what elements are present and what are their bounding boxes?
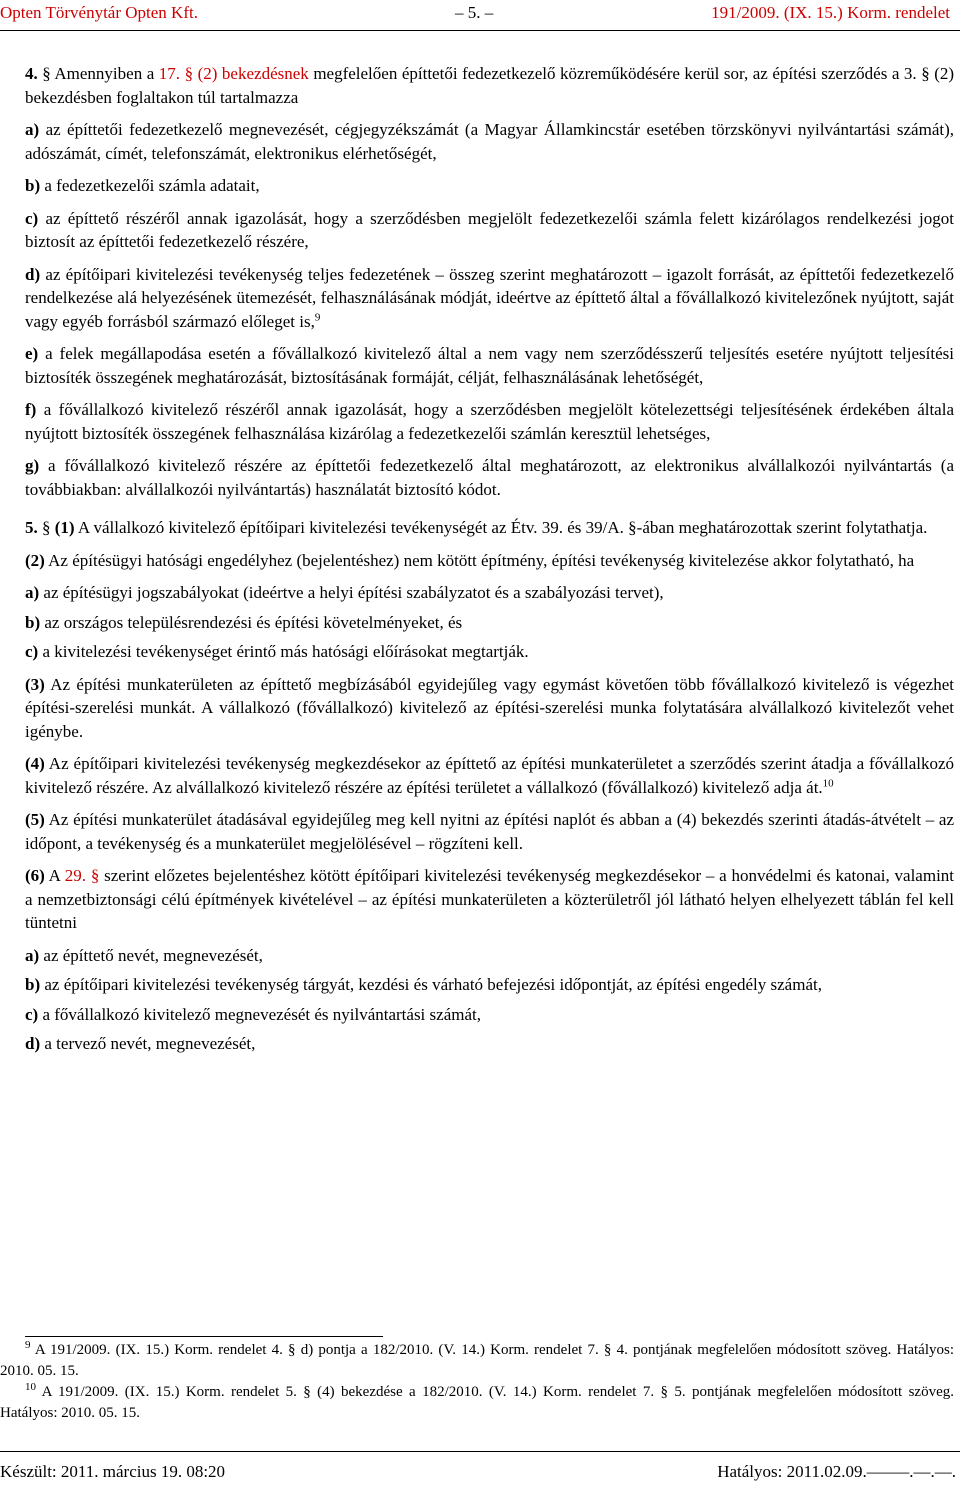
section-4-item-d xyxy=(25,263,954,334)
item-label: c) xyxy=(25,1004,39,1024)
section-4-intro xyxy=(25,62,954,109)
section-5-paragraph-4 xyxy=(25,752,954,799)
item-label: a) xyxy=(25,120,40,139)
section-4-item-f xyxy=(25,398,954,445)
paragraph-label: (5) xyxy=(25,810,45,829)
paragraph-text: Az építési munkaterületen az építtető megbízásából egyidejűleg vagy egymást követően több fővállalkozó kivitelező is végezhet építési-szerelési munkát. A vállalkozó (fővállalkozó) kivitelező az építési-szerelési munka folytatására alvállalkozó kivitelezőt vehet igénybe. xyxy=(25,674,954,741)
item-label: b) xyxy=(25,612,41,632)
item-text: az építőipari kivitelezési tevékenység teljes fedezetének – összeg szerint meghatározott – igazolt forrását, az építtetői fedezetkezelő rendelkezése alá helyezésének ütemezését, felhasználásának módját, ideértve az építtető által a fővállalkozó kivitelezőnek nyújtott, saját vagy egyéb forrásból származó előleget is, xyxy=(25,264,954,331)
footnote-9 xyxy=(0,1340,954,1382)
section-5-p6-item-d xyxy=(25,1032,954,1056)
section-4-item-c xyxy=(25,207,954,254)
footnotes xyxy=(0,1340,954,1424)
item-text: az építésügyi jogszabályokat (ideértve a helyi építési szabályzatot és a szabályozási tervet), xyxy=(43,583,664,602)
section-4-number: 4. xyxy=(25,64,38,83)
section-4-item-e xyxy=(25,342,954,389)
section-4-item-g xyxy=(25,454,954,501)
section-4-symbol: § xyxy=(42,64,51,83)
section-5-p2-item-c xyxy=(25,640,954,664)
item-label: c) xyxy=(25,208,39,228)
section-5-p6-item-c xyxy=(25,1003,954,1027)
paragraph-label: (6) xyxy=(25,866,45,885)
section-5-p6-item-b xyxy=(25,973,954,997)
item-text: az építtetői fedezetkezelő megnevezését, cégjegyzékszámát (a Magyar Államkincstár esetében törzskönyvi nyilvántartási számát), adószámát, címét, telefonszámát, elektronikus elérhetőségét, xyxy=(25,120,955,163)
section-5-paragraph-6 xyxy=(25,864,954,935)
item-text: a tervező nevét, megnevezését, xyxy=(44,1034,256,1053)
section-4-item-b xyxy=(25,174,954,198)
footnote-divider xyxy=(25,1336,383,1337)
header-act-title-link[interactable]: 191/2009. (IX. 15.) Korm. rendelet xyxy=(711,3,950,22)
item-text: a fővállalkozó kivitelező megnevezését és nyilvántartási számát, xyxy=(42,1004,481,1024)
item-text: az építőipari kivitelezési tevékenység tárgyát, kezdési és várható befejezési időpontját, az építési engedély számát, xyxy=(44,975,822,994)
section-5-paragraph-3 xyxy=(25,673,954,744)
section-5-symbol: § xyxy=(42,518,51,537)
item-label: d) xyxy=(25,1034,41,1053)
item-label: d) xyxy=(25,264,41,284)
page-header xyxy=(0,0,960,31)
section-5-p2-item-a xyxy=(25,581,954,605)
item-text: a felek megállapodása esetén a fővállalkozó kivitelező által a nem vagy nem szerződésszerű teljesítés esetére nyújtott teljesítési biztosíték összegének meghatározását, biztosításának formáját, célját, felhasználásának lehetőségét, xyxy=(25,344,954,387)
section-5-paragraph-1 xyxy=(25,516,954,540)
footnote-10 xyxy=(0,1382,954,1424)
footer-effective-date: Hatályos: 2011.02.09.–––––.––.––. xyxy=(717,1462,956,1481)
paragraph-text: A vállalkozó kivitelező építőipari kivitelezési tevékenységét az Étv. 39. és 39/A. §-ában meghatározottak szerint folytathatja. xyxy=(77,518,928,537)
paragraph-label: (3) xyxy=(25,674,45,694)
item-text: az építtető nevét, megnevezését, xyxy=(43,945,263,965)
item-label: b) xyxy=(25,176,41,195)
item-text: az országos településrendezési és építési követelményeket, és xyxy=(44,612,463,632)
section-5-paragraph-2 xyxy=(25,549,954,573)
section-5-p6-item-a xyxy=(25,944,954,968)
section-4-item-a xyxy=(25,118,954,165)
footnote-ref-9[interactable]: 9 xyxy=(314,310,321,323)
footnote-number: 10 xyxy=(25,1381,36,1393)
paragraph-text: Az építőipari kivitelezési tevékenység megkezdésekor az építtető az építési munkaterületet a szerződés szerint átadja a fővállalkozó kivitelező részére. Az alvállalkozó kivitelező részére az építési területet a vállalkozó (fővállalkozó) kivitelező adja át. xyxy=(25,754,955,797)
header-publisher-link[interactable]: Opten Törvénytár Opten Kft. xyxy=(0,3,198,22)
paragraph-label: (1) xyxy=(54,518,75,537)
item-text: a fővállalkozó kivitelező részére az építtetői fedezetkezelő által meghatározott, az elektronikus alvállalkozói nyilvántartás (a továbbiakban: alvállalkozói nyilvántartás) használatát biztosító kódot. xyxy=(25,456,954,499)
item-label: c) xyxy=(25,642,39,661)
paragraph-text-a: A xyxy=(48,866,61,885)
section-5-number: 5. xyxy=(25,518,38,537)
item-text: a fővállalkozó kivitelező részéről annak igazolását, hogy a szerződésben megjelölt kötelezettségi teljesítésének érdekében általa nyújtott biztosíték összegének felhasználása kizárólag a fedezetkezelői számlán keresztül lehetséges, xyxy=(25,400,954,443)
footnote-number: 9 xyxy=(25,1339,31,1351)
paragraph-label: (2) xyxy=(25,550,45,570)
paragraph-text: Az építési munkaterület átadásával egyidejűleg meg kell nyitni az építési naplót és abban a (4) bekezdés szerinti átadás-átvételt – az időpont, a tevékenység és a munkaterület megjelölésével – rögzíteni kell. xyxy=(25,810,954,853)
item-label: a) xyxy=(25,945,40,965)
footnote-text: A 191/2009. (IX. 15.) Korm. rendelet 5. § (4) bekezdése a 182/2010. (V. 14.) Korm. rendelet 7. § 5. pontjának megfelelően módosított szöveg. Hatályos: 2010. 05. 15. xyxy=(0,1384,954,1421)
section-4-intro-text-b: megfelelően építtetői fedezetkezelő közreműködésére kerül sor, az építési szerződés a 3. § (2) bekezdésben foglaltakon túl tartalmazza xyxy=(25,64,955,107)
section-5-p2-item-b xyxy=(25,611,954,635)
section-5-paragraph-5 xyxy=(25,808,954,855)
section-29-reference-link[interactable]: 29. § xyxy=(64,866,100,885)
section-4-intro-text-a: Amennyiben a xyxy=(54,64,155,83)
item-label: g) xyxy=(25,456,40,475)
item-text: a fedezetkezelői számla adatait, xyxy=(44,176,260,195)
item-text: a kivitelezési tevékenységet érintő más hatósági előírásokat megtartják. xyxy=(42,642,529,661)
item-label: b) xyxy=(25,975,41,994)
footnote-ref-10[interactable]: 10 xyxy=(822,776,834,789)
section-17-reference-link[interactable]: 17. § (2) bekezdésnek xyxy=(158,64,309,83)
paragraph-text-b: szerint előzetes bejelentéshez kötött építőipari kivitelezési tevékenység megkezdésekor – a honvédelmi és katonai, valamint a nemzetbiztonsági célú építmények kivételével – az építési munkaterületen a közterületről jól látható helyen elhelyezett táblán fel kell tüntetni xyxy=(25,866,955,932)
document-body xyxy=(25,62,954,1062)
paragraph-text: Az építésügyi hatósági engedélyhez (bejelentéshez) nem kötött építmény, építési tevékenység kivitelezése akkor folytatható, ha xyxy=(48,550,915,570)
page-footer xyxy=(0,1451,960,1485)
paragraph-label: (4) xyxy=(25,754,45,773)
item-label: e) xyxy=(25,344,39,363)
footer-generated-date: Készült: 2011. március 19. 08:20 xyxy=(0,1462,226,1481)
item-label: a) xyxy=(25,583,40,602)
item-label: f) xyxy=(25,400,37,419)
header-page-number: – 5. – xyxy=(455,3,494,22)
item-text: az építtető részéről annak igazolását, hogy a szerződésben megjelölt fedezetkezelői számla felett kizárólagos rendelkezési jogot biztosít az építtetői fedezetkezelő részére, xyxy=(25,208,955,251)
footnote-text: A 191/2009. (IX. 15.) Korm. rendelet 4. § d) pontja a 182/2010. (V. 14.) Korm. rendelet 7. § 4. pontjának megfelelően módosított szöveg. Hatályos: 2010. 05. 15. xyxy=(0,1342,954,1379)
